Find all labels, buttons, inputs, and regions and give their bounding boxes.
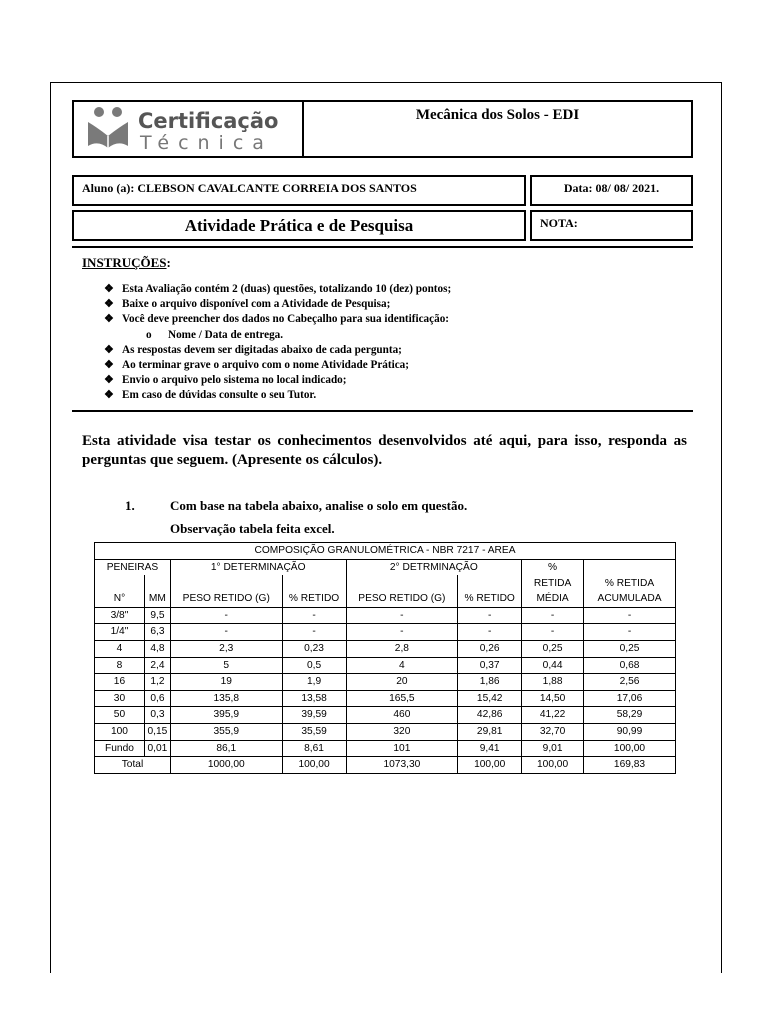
table-row <box>95 674 676 691</box>
table-cell: 3/8" <box>95 607 145 624</box>
table-cell: - <box>346 607 458 624</box>
table-cell: - <box>346 624 458 641</box>
logo-line2: Técnica <box>140 132 273 154</box>
header-mm: MM <box>144 575 170 607</box>
table-cell: 1,2 <box>144 674 170 691</box>
table-cell: - <box>282 624 346 641</box>
table-cell: 5 <box>170 657 282 674</box>
instructions-list <box>104 282 451 404</box>
header-peso1: PESO RETIDO (G) <box>170 575 282 607</box>
divider-bottom <box>72 410 693 412</box>
table-cell: 1,86 <box>458 674 522 691</box>
activity-title: Atividade Prática e de Pesquisa <box>72 210 526 241</box>
table-row <box>95 624 676 641</box>
table-cell: 4,8 <box>144 640 170 657</box>
table-cell: 2,4 <box>144 657 170 674</box>
header-peneiras: PENEIRAS <box>95 559 171 575</box>
table-cell: 1073,30 <box>346 757 458 774</box>
table-cell: 4 <box>346 657 458 674</box>
header-n: N° <box>95 575 145 607</box>
table-cell: 19 <box>170 674 282 691</box>
list-item: ❖ Baixe o arquivo disponível com a Atividade de Pesquisa; <box>104 297 451 312</box>
date-field: Data: 08/ 08/ 2021. <box>530 175 693 206</box>
table-title: COMPOSIÇÃO GRANULOMÉTRICA - NBR 7217 - AREA <box>95 543 676 560</box>
header-peso2: PESO RETIDO (G) <box>346 575 458 607</box>
table-cell: 100,00 <box>458 757 522 774</box>
table-cell: Fundo <box>95 740 145 757</box>
table-cell: 41,22 <box>522 707 584 724</box>
table-cell: 0,3 <box>144 707 170 724</box>
table-row <box>95 657 676 674</box>
table-cell: Total <box>95 757 171 774</box>
table-cell: 32,70 <box>522 723 584 740</box>
table-cell: 135,8 <box>170 690 282 707</box>
table-cell: - <box>458 624 522 641</box>
table-cell: 6,3 <box>144 624 170 641</box>
certificacao-tecnica-logo <box>86 104 296 154</box>
table-cell: 4 <box>95 640 145 657</box>
table-cell: 320 <box>346 723 458 740</box>
table-cell: 2,56 <box>584 674 676 691</box>
table-cell: 100,00 <box>584 740 676 757</box>
table-cell: 39,59 <box>282 707 346 724</box>
table-cell: 9,5 <box>144 607 170 624</box>
table-cell: 0,23 <box>282 640 346 657</box>
header-acum: % RETIDA ACUMULADA <box>584 575 676 607</box>
table-cell: 2,8 <box>346 640 458 657</box>
diamond-bullet-icon: ❖ <box>104 374 114 387</box>
header-ret1: % RETIDO <box>282 575 346 607</box>
list-subitem: o Nome / Data de entrega. <box>104 328 451 343</box>
table-cell: 1,88 <box>522 674 584 691</box>
header-pct: % <box>522 559 584 575</box>
question-1: 1. Com base na tabela abaixo, analise o solo em questão. <box>125 498 468 513</box>
course-title: Mecânica dos Solos - EDI <box>302 100 693 158</box>
table-cell: 30 <box>95 690 145 707</box>
table-cell: 17,06 <box>584 690 676 707</box>
table-cell: 14,50 <box>522 690 584 707</box>
table-cell: 58,29 <box>584 707 676 724</box>
table-cell: 0,01 <box>144 740 170 757</box>
table-cell: 1000,00 <box>170 757 282 774</box>
question-1-note: Observação tabela feita excel. <box>170 521 335 536</box>
list-item: ❖ Envio o arquivo pelo sistema no local indicado; <box>104 373 451 388</box>
list-item: ❖ Você deve preencher dos dados no Cabeçalho para sua identificação: <box>104 312 451 327</box>
table-cell: 13,58 <box>282 690 346 707</box>
table-cell: - <box>584 624 676 641</box>
table-cell: - <box>458 607 522 624</box>
table-row <box>95 740 676 757</box>
table-cell: - <box>584 607 676 624</box>
table-cell: 86,1 <box>170 740 282 757</box>
table-cell: 0,6 <box>144 690 170 707</box>
diamond-bullet-icon: ❖ <box>104 389 114 402</box>
table-cell: - <box>170 624 282 641</box>
table-row <box>95 707 676 724</box>
table-cell: 16 <box>95 674 145 691</box>
table-cell: 20 <box>346 674 458 691</box>
grade-field: NOTA: <box>530 210 693 241</box>
table-cell: 0,25 <box>584 640 676 657</box>
table-row <box>95 607 676 624</box>
diamond-bullet-icon: ❖ <box>104 343 114 356</box>
table-cell: 100,00 <box>282 757 346 774</box>
table-cell: - <box>170 607 282 624</box>
list-item: ❖ Esta Avaliação contém 2 (duas) questões, totalizando 10 (dez) pontos; <box>104 282 451 297</box>
table-cell: - <box>522 607 584 624</box>
table-cell: 460 <box>346 707 458 724</box>
table-cell: 169,83 <box>584 757 676 774</box>
diamond-bullet-icon: ❖ <box>104 359 114 372</box>
table-cell: 8 <box>95 657 145 674</box>
instructions-title: INSTRUÇÕES: <box>82 255 171 270</box>
header-ret2: % RETIDO <box>458 575 522 607</box>
list-item: ❖ Ao terminar grave o arquivo com o nome Atividade Prática; <box>104 358 451 373</box>
table-cell: 395,9 <box>170 707 282 724</box>
table-row <box>95 723 676 740</box>
table-cell: 355,9 <box>170 723 282 740</box>
header-media: RETIDA MÉDIA <box>522 575 584 607</box>
list-item: ❖ As respostas devem ser digitadas abaixo de cada pergunta; <box>104 343 451 358</box>
table-cell: 0,37 <box>458 657 522 674</box>
table-cell: 101 <box>346 740 458 757</box>
table-cell: 15,42 <box>458 690 522 707</box>
table-cell: 2,3 <box>170 640 282 657</box>
diamond-bullet-icon: ❖ <box>104 298 114 311</box>
table-cell: 1,9 <box>282 674 346 691</box>
circle-bullet-icon: o <box>146 328 152 341</box>
header-det1: 1° DETERMINAÇÃO <box>170 559 346 575</box>
student-name-field: Aluno (a): CLEBSON CAVALCANTE CORREIA DOS SANTOS <box>72 175 526 206</box>
table-row <box>95 690 676 707</box>
table-cell: 0,68 <box>584 657 676 674</box>
header-det2: 2° DETRMINAÇÃO <box>346 559 522 575</box>
table-row <box>95 640 676 657</box>
table-cell: - <box>282 607 346 624</box>
granulometry-table <box>94 542 676 774</box>
table-cell: 50 <box>95 707 145 724</box>
table-cell: 165,5 <box>346 690 458 707</box>
table-cell: 0,44 <box>522 657 584 674</box>
table-cell: 100 <box>95 723 145 740</box>
list-item: ❖ Em caso de dúvidas consulte o seu Tutor. <box>104 388 451 403</box>
table-cell: 35,59 <box>282 723 346 740</box>
table-cell: 9,41 <box>458 740 522 757</box>
table-cell: 0,25 <box>522 640 584 657</box>
table-total-row <box>95 757 676 774</box>
table-cell: 100,00 <box>522 757 584 774</box>
table-cell: 42,86 <box>458 707 522 724</box>
intro-paragraph: Esta atividade visa testar os conhecimentos desenvolvidos até aqui, para isso, responda as perguntas que seguem. (Apresente os cálculos). <box>82 433 687 468</box>
table-cell: 0,15 <box>144 723 170 740</box>
table-cell: - <box>522 624 584 641</box>
table-cell: 9,01 <box>522 740 584 757</box>
diamond-bullet-icon: ❖ <box>104 283 114 295</box>
diamond-bullet-icon: ❖ <box>104 313 114 326</box>
table-cell: 0,26 <box>458 640 522 657</box>
table-cell: 1/4" <box>95 624 145 641</box>
divider-top <box>72 246 693 248</box>
table-cell: 90,99 <box>584 723 676 740</box>
logo-line1: Certificação <box>138 109 279 133</box>
table-cell: 29,81 <box>458 723 522 740</box>
table-cell: 0,5 <box>282 657 346 674</box>
table-cell: 8,61 <box>282 740 346 757</box>
